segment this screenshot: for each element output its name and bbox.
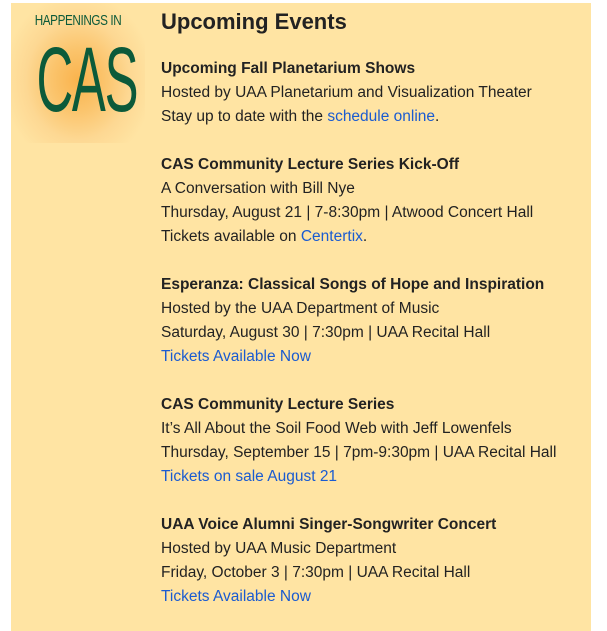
punctuation: . <box>435 108 440 125</box>
events-panel <box>11 3 591 631</box>
events-content <box>161 8 586 609</box>
logo-top-text: HAPPENINGS IN <box>34 12 122 29</box>
event-item <box>161 273 586 369</box>
event-item <box>161 513 586 609</box>
event-name: CAS Community Lecture Series <box>161 396 395 413</box>
event-name: CAS Community Lecture Series Kick-Off <box>161 156 460 173</box>
event-tickets <box>161 225 586 249</box>
event-subtitle: A Conversation with Bill Nye <box>161 180 355 197</box>
event-datetime: Thursday, September 15 | 7pm-9:30pm | UAA Recital Hall <box>161 444 557 461</box>
event-info-text: Stay up to date with the <box>161 108 328 125</box>
event-name: Upcoming Fall Planetarium Shows <box>161 60 416 77</box>
event-item <box>161 57 586 129</box>
event-item <box>161 393 586 489</box>
schedule-online-link[interactable]: schedule online <box>327 108 436 125</box>
event-host: Hosted by the UAA Department of Music <box>161 300 440 317</box>
event-name: Esperanza: Classical Songs of Hope and Inspiration <box>161 276 545 293</box>
event-info <box>161 105 586 129</box>
centertix-link[interactable]: Centertix <box>300 228 363 245</box>
event-name: UAA Voice Alumni Singer-Songwriter Concert <box>161 516 497 533</box>
section-title: Upcoming Events <box>161 9 347 34</box>
punctuation: . <box>362 228 368 245</box>
tickets-link[interactable]: Tickets on sale August 21 <box>161 468 338 485</box>
event-host: Hosted by UAA Music Department <box>161 540 397 557</box>
logo-big-text: CAS <box>36 29 138 131</box>
event-host: Hosted by UAA Planetarium and Visualization Theater <box>161 84 532 101</box>
event-datetime: Friday, October 3 | 7:30pm | UAA Recital Hall <box>161 564 471 581</box>
tickets-link[interactable]: Tickets Available Now <box>161 348 311 365</box>
event-datetime: Thursday, August 21 | 7-8:30pm | Atwood Concert Hall <box>161 204 534 221</box>
tickets-link[interactable]: Tickets Available Now <box>161 588 311 605</box>
happenings-in-cas-logo <box>11 3 145 143</box>
event-tickets-text: Tickets available on <box>161 228 301 245</box>
event-item <box>161 153 586 249</box>
event-datetime: Saturday, August 30 | 7:30pm | UAA Recital Hall <box>161 324 491 341</box>
event-subtitle: It’s All About the Soil Food Web with Jeff Lowenfels <box>161 420 512 437</box>
